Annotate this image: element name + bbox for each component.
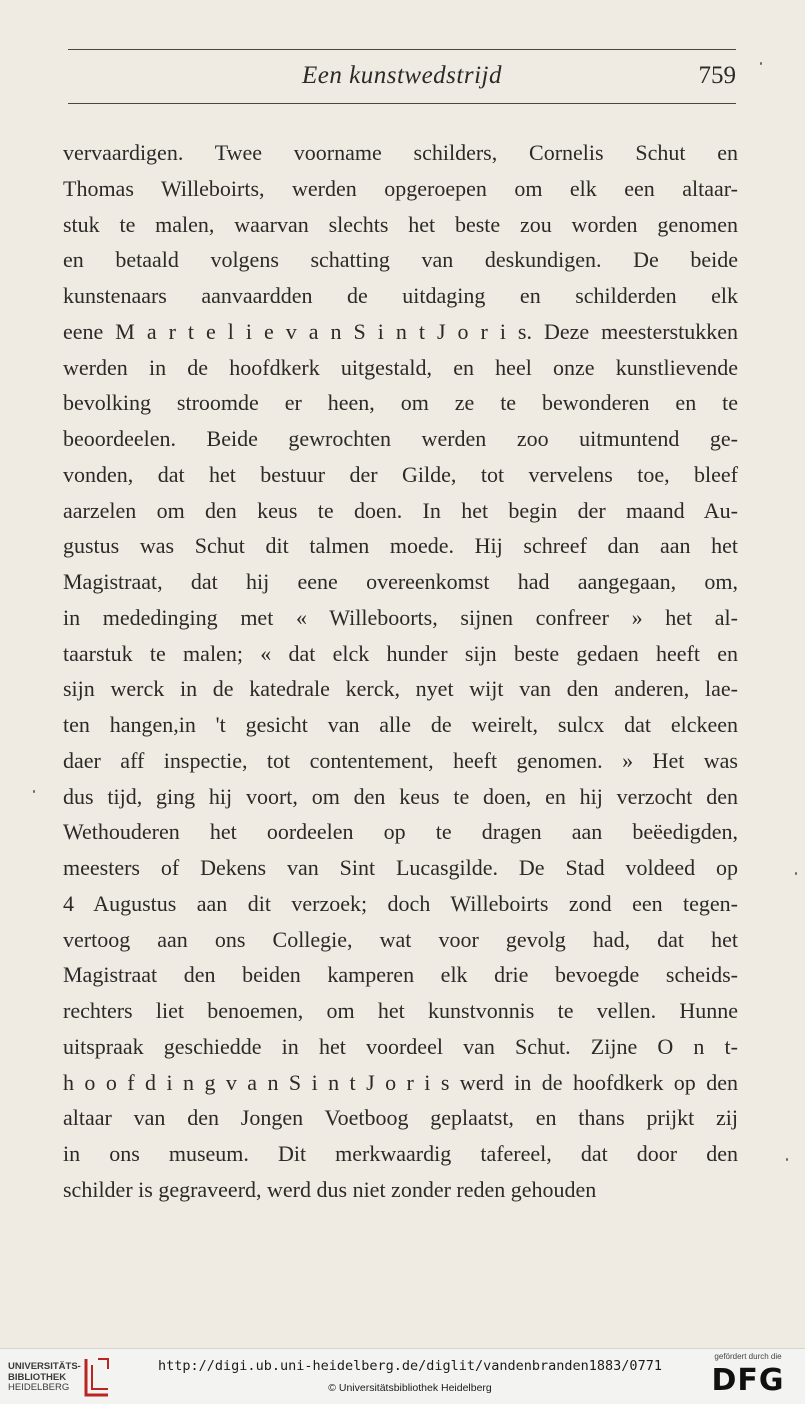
library-name-line: BIBLIOTHEK	[8, 1371, 67, 1383]
running-header	[68, 56, 736, 100]
text-line: beoordeelen. Beide gewrochten werden zoo uitmuntend ge-	[63, 426, 738, 451]
text-line: vonden, dat het bestuur der Gilde, tot vervelens toe, bleef	[63, 461, 738, 487]
text-line: in mededinging met « Willeboorts, sijnen confreer » het al-	[63, 604, 738, 630]
library-name-line: UNIVERSITÄTS-	[8, 1361, 81, 1372]
text-line: vervaardigen. Twee voorname schilders, Cornelis Schut en	[63, 140, 738, 165]
text-line: dus tijd, ging hij voort, om den keus te doen, en hij verzocht den	[63, 783, 738, 809]
text-line: daer aff inspectie, tot contentement, heeft genomen. » Het was	[63, 747, 738, 773]
text-line: vertoog aan ons Collegie, wat voor gevolg had, dat het	[63, 926, 738, 952]
text-line: rechters liet benoemen, om het kunstvonnis te vellen. Hunne	[63, 998, 738, 1023]
digitization-footer	[0, 1348, 805, 1404]
text-line: sijn werck in de katedrale kerck, nyet wijt van den anderen, lae-	[63, 676, 738, 702]
text-line: bevolking stroomde er heen, om ze te bewonderen en te	[63, 390, 738, 416]
scan-speck	[760, 62, 762, 65]
text-line: Magistraat, dat hij eene overeenkomst had aangegaan, om,	[63, 569, 738, 594]
text-line: Magistraat den beiden kamperen elk drie bevoegde scheids-	[63, 962, 738, 988]
text-line: stuk te malen, waarvan slechts het beste zou worden genomen	[63, 211, 738, 237]
body-text	[63, 135, 738, 1208]
text-line: eene M a r t e l i e v a n S i n t J o r i s. Deze meesterstukken	[63, 318, 738, 344]
footer-url-link[interactable]: http://digi.ub.uni-heidelberg.de/diglit/vandenbranden1883/0771	[158, 1358, 662, 1374]
header-bottom-rule	[68, 103, 736, 104]
text-line: werden in de hoofdkerk uitgestald, en heel onze kunstlievende	[63, 354, 738, 380]
page-number: 759	[698, 62, 736, 89]
text-line: in ons museum. Dit merkwaardig tafereel, dat door den	[63, 1141, 738, 1166]
text-line: en betaald volgens schatting van deskundigen. De beide	[63, 247, 738, 273]
footer-copyright: © Universitätsbibliothek Heidelberg	[328, 1382, 492, 1394]
text-line: altaar van den Jongen Voetboog geplaatst, en thans prijkt zij	[63, 1105, 738, 1131]
scan-speck	[786, 1158, 788, 1161]
text-line: h o o f d i n g v a n S i n t J o r i s werd in de hoofdkerk op den	[63, 1069, 738, 1095]
header-top-rule	[68, 49, 736, 50]
dfg-logo: DFG	[711, 1363, 785, 1398]
text-line: Thomas Willeboirts, werden opgeroepen om elk een altaar-	[63, 175, 738, 201]
scan-speck	[33, 790, 35, 793]
library-name	[8, 1362, 81, 1394]
running-title: Een kunstwedstrijd	[302, 62, 502, 89]
text-line: schilder is gegraveerd, werd dus niet zonder reden gehouden	[63, 1176, 597, 1202]
text-line: ten hangen,in 't gesicht van alle de weirelt, sulcx dat elckeen	[63, 712, 738, 737]
library-logo-icon	[80, 1355, 114, 1399]
text-line: meesters of Dekens van Sint Lucasgilde. De Stad voldeed op	[63, 855, 738, 880]
text-line: kunstenaars aanvaardden de uitdaging en schilderden elk	[63, 283, 738, 308]
text-line: uitspraak geschiedde in het voordeel van Schut. Zijne O n t-	[63, 1033, 738, 1059]
scan-speck	[795, 872, 797, 875]
text-line: taarstuk te malen; « dat elck hunder sijn beste gedaen heeft en	[63, 640, 738, 666]
text-line: gustus was Schut dit talmen moede. Hij schreef dan aan het	[63, 533, 738, 559]
text-line: aarzelen om den keus te doen. In het begin der maand Au-	[63, 497, 738, 523]
dfg-caption: gefördert durch die	[714, 1352, 782, 1361]
text-line: 4 Augustus aan dit verzoek; doch Willeboirts zond een tegen-	[63, 890, 738, 916]
library-name-line: HEIDELBERG	[8, 1382, 70, 1393]
text-line: Wethouderen het oordeelen op te dragen aan beëedigden,	[63, 819, 738, 845]
